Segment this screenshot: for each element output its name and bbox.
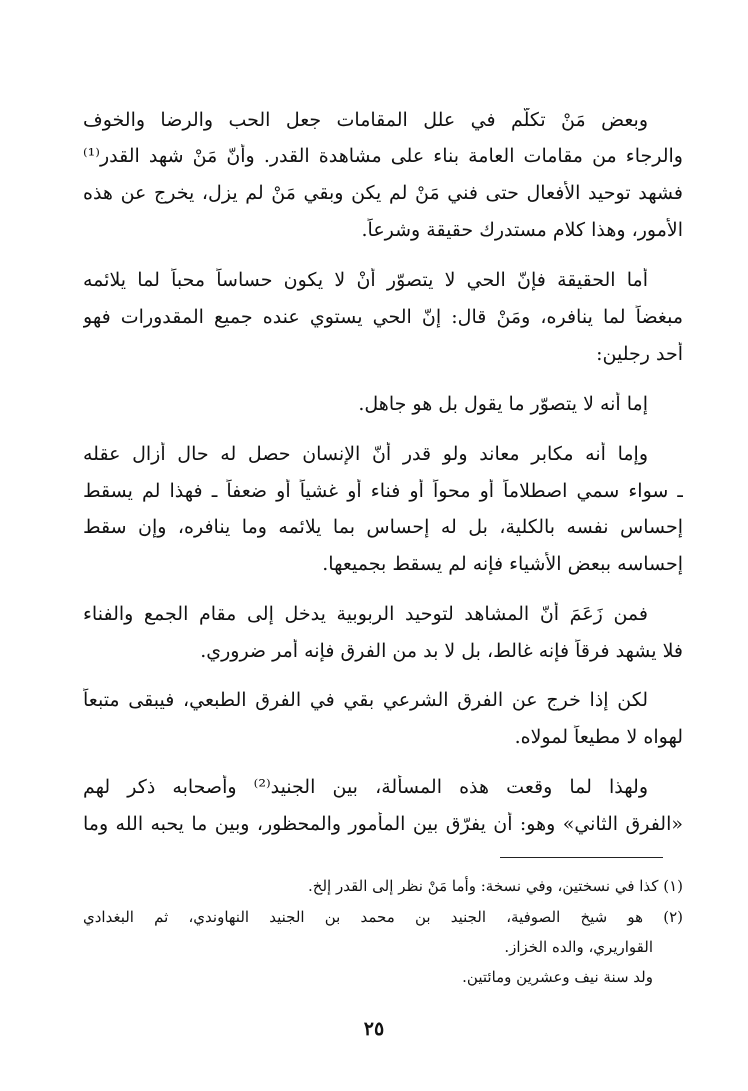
paragraph-2-line-1: أما الحقيقة فإنّ الحي لا يتصوّر أنْ لا يكون حساساً محباً لما يلائمه: [83, 269, 648, 291]
footnote-separator: [500, 857, 663, 858]
paragraph-3-line-1: إما أنه لا يتصوّر ما يقول بل هو جاهل.: [358, 393, 648, 415]
paragraph-1-line-2: والرجاء من مقامات العامة بناء على مشاهدة القدر. وأنّ مَنْ شهد القدر⁽¹⁾: [83, 145, 683, 167]
paragraph-1-line-1: وبعض مَنْ تكلّم في علل المقامات جعل الحب والرضا والخوف: [83, 109, 648, 131]
paragraph-7-line-2: «الفرق الثاني» وهو: أن يفرّق بين المأمور والمحظور، وبين ما يحبه الله وما: [83, 813, 683, 835]
paragraph-5-line-1: فمن زَعَمَ أنّ المشاهد لتوحيد الربوبية يدخل إلى مقام الجمع والفناء: [83, 603, 648, 625]
paragraph-1-line-4: الأمور، وهذا كلام مستدرك حقيقة وشرعاً.: [361, 219, 683, 241]
paragraph-4-line-1: وإما أنه مكابر معاند ولو قدر أنّ الإنسان حصل له حال أزال عقله: [83, 443, 648, 465]
paragraph-2-line-2: مبغضاً لما ينافره، ومَنْ قال: إنّ الحي يستوي عنده جميع المقدورات فهو: [83, 306, 683, 328]
footnote-1: (١) كذا في نسختين، وفي نسخة: وأما مَنْ نظر إلى القدر إلخ.: [308, 877, 683, 895]
paragraph-6-line-1: لكن إذا خرج عن الفرق الشرعي بقي في الفرق الطبعي، فيبقى متبعاً: [83, 689, 648, 711]
footnote-2-line-2: القواريري، والده الخزاز.: [504, 938, 653, 956]
paragraph-7-line-1: ولهذا لما وقعت هذه المسألة، بين الجنيد⁽²⁾ وأصحابه ذكر لهم: [83, 776, 648, 798]
paragraph-6-line-2: لهواه لا مطيعاً لمولاه.: [514, 726, 683, 748]
paragraph-1-line-3: فشهد توحيد الأفعال حتى فني مَنْ لم يكن وبقي مَنْ لم يزل، يخرج عن هذه: [83, 182, 683, 204]
paragraph-4-line-2: ـ سواء سمي اصطلاماً أو محواً أو فناء أو غشياً أو ضعفاً ـ فهذا لم يسقط: [83, 480, 683, 502]
page-number: ٢٥: [363, 1018, 385, 1040]
paragraph-4-line-3: إحساس نفسه بالكلية، بل له إحساس بما يلائمه وما ينافره، وإن سقط: [83, 516, 683, 538]
footnote-2-line-1: (٢) هو شيخ الصوفية، الجنيد بن محمد بن الجنيد النهاوندي، ثم البغدادي: [83, 908, 683, 926]
footnote-2-line-3: ولد سنة نيف وعشرين ومائتين.: [462, 968, 653, 986]
paragraph-5-line-2: فلا يشهد فرقاً فإنه غالط، بل لا بد من الفرق فإنه أمر ضروري.: [200, 640, 683, 662]
paragraph-2-line-3: أحد رجلين:: [596, 343, 683, 365]
paragraph-4-line-4: إحساسه ببعض الأشياء فإنه لم يسقط بجميعها.: [322, 553, 683, 575]
